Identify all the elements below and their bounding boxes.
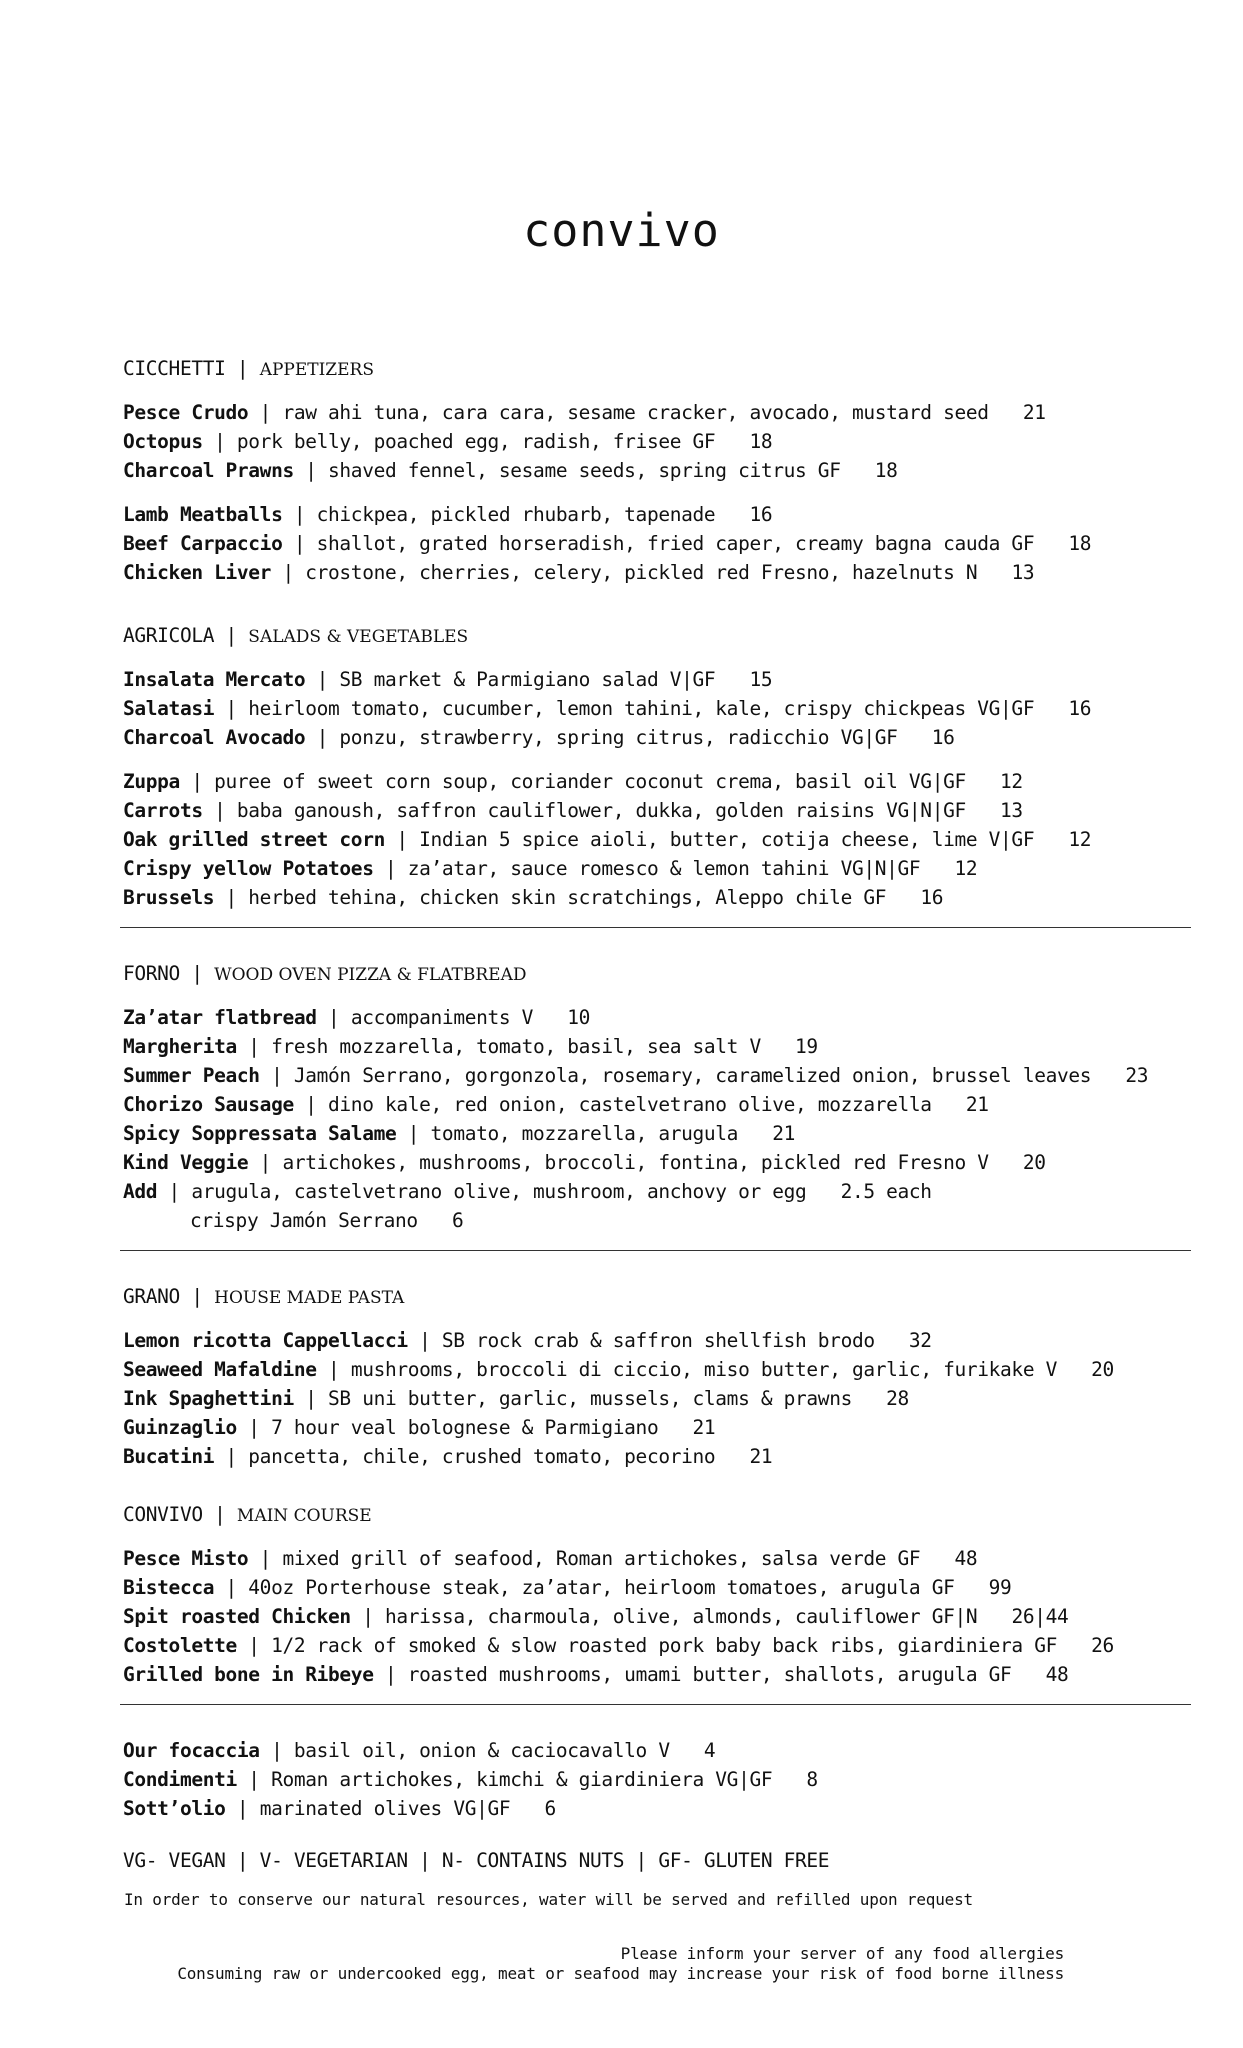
item-spacer [1034,828,1068,851]
item-divider: | [305,668,340,691]
item-price: 21 [749,1445,773,1468]
menu-item [123,825,1091,854]
item-price: 21 [772,1122,796,1145]
item-spacer [852,1387,886,1410]
item-price: 6 [544,1797,556,1820]
item-name: Grilled bone in Ribeye [123,1663,374,1686]
item-description: 7 hour veal bolognese & Parmigiano [271,1416,659,1439]
item-name: Carrots [123,799,203,822]
item-name: Octopus [123,430,203,453]
menu-item [123,883,943,912]
item-description: heirloom tomato, cucumber, lemon tahini, kale, crispy chickpeas VG|GF [248,697,1035,720]
item-description: harissa, charmoula, olive, almonds, cauliflower GF|N [384,1605,978,1628]
item-name: Lamb Meatballs [123,503,283,526]
item-spacer [977,561,1011,584]
item-price: 16 [1068,697,1092,720]
item-description: za’atar, sauce romesco & lemon tahini VG|N|GF [407,857,921,880]
item-spacer [715,430,749,453]
item-price: 18 [749,430,773,453]
item-divider: | [396,1122,431,1145]
item-price: 28 [886,1387,909,1410]
section-header-grano [123,1282,404,1313]
section-rule [120,1704,1191,1705]
section-divider: | [179,1285,215,1308]
item-name: Charcoal Avocado [123,726,306,749]
item-description: ponzu, strawberry, spring citrus, radicchio VG|GF [339,726,898,749]
item-divider: | [373,1663,408,1686]
item-description: shallot, grated horseradish, fried caper, creamy bagna cauda GF [316,532,1035,555]
menu-item [123,796,1023,825]
menu-item [123,398,1046,427]
item-divider: | [236,1634,272,1657]
menu-item [123,558,1034,587]
menu-item [123,1765,818,1794]
item-name: Condimenti [123,1768,237,1791]
item-spacer [1011,1663,1045,1686]
item-spacer [510,1797,544,1820]
item-divider: | [214,697,249,720]
item-divider: | [293,1093,329,1116]
item-description: crostone, cherries, celery, pickled red Fresno, hazelnuts N [305,561,978,584]
item-spacer [920,1547,954,1570]
item-description: shaved fennel, sesame seeds, spring citrus GF [328,459,841,482]
item-price: 18 [874,459,898,482]
item-spacer [989,401,1023,424]
item-price: 99 [988,1576,1012,1599]
item-divider: | [202,799,237,822]
item-spacer [977,1605,1011,1628]
item-price: 16 [920,886,944,909]
item-name: Beef Carpaccio [123,532,283,555]
section-name: CONVIVO [123,1503,203,1526]
item-description: accompaniments V [350,1006,534,1029]
menu-item [123,1003,590,1032]
item-divider: | [214,1445,249,1468]
section-name: CICCHETTI [123,357,226,380]
item-name: Charcoal Prawns [123,459,294,482]
item-divider: | [225,1797,260,1820]
item-divider: | [282,532,317,555]
item-divider: | [293,1387,329,1410]
item-price: 19 [795,1035,818,1058]
item-name: Guinzaglio [123,1416,237,1439]
item-spacer [932,1093,966,1116]
item-description: herbed tehina, chicken skin scratchings, Aleppo chile GF [248,886,887,909]
item-price: 18 [1068,532,1092,555]
item-description: Roman artichokes, kimchi & giardiniera VG|GF [271,1768,773,1791]
item-name: Brussels [123,886,215,909]
menu-item [123,456,898,485]
menu-item [123,665,772,694]
item-price: 48 [1045,1663,1069,1686]
water-note: In order to conserve our natural resources, water will be served and refilled upon request [124,1890,973,1909]
item-description: pork belly, poached egg, radish, frisee GF [236,430,716,453]
menu-item [123,767,1023,796]
item-name: Spicy Soppressata Salame [123,1122,397,1145]
section-header-convivo [123,1500,372,1531]
item-name: Bucatini [123,1445,215,1468]
restaurant-title: convivo [523,204,720,257]
menu-item [123,723,955,752]
menu-item [123,500,772,529]
section-divider: | [202,1503,237,1526]
item-spacer [841,459,875,482]
item-spacer [898,726,932,749]
section-divider: | [214,624,249,647]
item-price: 26|44 [1011,1605,1069,1628]
item-description: Jamón Serrano, gorgonzola, rosemary, caramelized onion, brussel leaves [293,1064,1092,1087]
item-name: Pesce Misto [123,1547,249,1570]
item-price: 21 [1022,401,1046,424]
item-divider: | [259,1064,294,1087]
raw-food-warning: Consuming raw or undercooked egg, meat or seafood may increase your risk of food borne illness [177,1964,1064,1983]
item-name: Summer Peach [123,1064,260,1087]
item-spacer [1057,1634,1091,1657]
item-divider: | [384,828,420,851]
item-description: arugula, castelvetrano olive, mushroom, anchovy or egg [191,1180,807,1203]
item-divider: | [282,503,317,526]
menu-item [123,1090,989,1119]
section-name: GRANO [123,1285,180,1308]
item-name: Sott’olio [123,1797,226,1820]
menu-item [123,1032,818,1061]
item-name: Margherita [123,1035,237,1058]
item-name: Bistecca [123,1576,215,1599]
item-description: fresh mozzarella, tomato, basil, sea salt V [271,1035,761,1058]
item-spacer [806,1180,840,1203]
item-name: Za’atar flatbread [123,1006,317,1029]
menu-item [123,529,1091,558]
allergy-note: Please inform your server of any food allergies [620,1944,1064,1963]
item-name: Pesce Crudo [123,401,249,424]
item-spacer [715,668,749,691]
item-divider: | [236,1416,272,1439]
item-price: 13 [1011,561,1035,584]
menu-item [123,854,977,883]
menu-item [123,427,772,456]
item-description: Indian 5 spice aioli, butter, cotija cheese, lime V|GF [419,828,1035,851]
item-divider: | [214,1576,249,1599]
item-name: Our focaccia [123,1739,260,1762]
menu-item [123,694,1091,723]
item-description: pancetta, chile, crushed tomato, pecorino [248,1445,716,1468]
item-description: SB market & Parmigiano salad V|GF [339,668,716,691]
item-divider: | [236,1768,272,1791]
item-divider: | [236,1035,272,1058]
menu-item [123,1442,772,1471]
item-name: Kind Veggie [123,1151,249,1174]
section-header-cicchetti [123,354,374,385]
item-description: mixed grill of seafood, Roman artichokes, salsa verde GF [282,1547,921,1570]
item-name: Lemon ricotta Cappellacci [123,1329,408,1352]
section-divider: | [179,962,215,985]
item-price: 15 [749,668,773,691]
item-description: mushrooms, broccoli di ciccio, miso butter, garlic, furikake V [350,1358,1057,1381]
section-header-forno [123,959,526,990]
item-name: Crispy yellow Potatoes [123,857,374,880]
item-description: puree of sweet corn soup, coriander coconut crema, basil oil VG|GF [214,770,966,793]
item-description: SB rock crab & saffron shellfish brodo [441,1329,875,1352]
menu-item [123,1061,1148,1090]
item-spacer [989,1151,1023,1174]
item-spacer [738,1122,772,1145]
menu-item [123,1148,1046,1177]
item-divider: | [407,1329,442,1352]
item-spacer [954,1576,988,1599]
item-divider: | [214,886,249,909]
item-divider: | [293,459,329,482]
item-divider: | [248,1547,283,1570]
menu-item [123,1177,932,1206]
menu-item [123,1413,715,1442]
item-spacer [658,1416,692,1439]
item-price: 26 [1091,1634,1114,1657]
item-description: 40oz Porterhouse steak, za’atar, heirloom tomatoes, arugula GF [248,1576,955,1599]
item-price: 12 [954,857,978,880]
item-description: dino kale, red onion, castelvetrano olive, mozzarella [328,1093,932,1116]
item-divider: | [179,770,215,793]
item-name: Ink Spaghettini [123,1387,294,1410]
item-divider: | [248,401,283,424]
item-spacer [715,503,749,526]
menu-item [123,1602,1068,1631]
item-price: 48 [954,1547,978,1570]
item-description: 1/2 rack of smoked & slow roasted pork baby back ribs, giardiniera GF [271,1634,1057,1657]
menu-item [123,1119,795,1148]
section-subtitle: SALADS & VEGETABLES [248,627,469,647]
item-spacer [1034,532,1068,555]
item-spacer [670,1739,704,1762]
item-price: 4 [703,1739,716,1762]
item-spacer [920,857,954,880]
item-divider: | [202,430,237,453]
item-divider: | [305,726,340,749]
item-spacer [1057,1358,1091,1381]
item-name: Zuppa [123,770,180,793]
item-price: 12 [1068,828,1092,851]
item-price: 20 [1091,1358,1114,1381]
item-name: Costolette [123,1634,237,1657]
section-subtitle: MAIN COURSE [236,1506,372,1526]
item-price: 10 [567,1006,591,1029]
section-header-agricola [123,621,468,652]
item-spacer [761,1035,795,1058]
menu-item [123,1660,1068,1689]
item-divider: | [373,857,408,880]
item-description: marinated olives VG|GF [259,1797,511,1820]
item-name: Seaweed Mafaldine [123,1358,317,1381]
item-spacer [418,1209,452,1232]
item-price: 16 [749,503,773,526]
item-price: 13 [1000,799,1023,822]
item-spacer [1091,1064,1125,1087]
item-spacer [533,1006,567,1029]
item-price: 20 [1022,1151,1046,1174]
item-description: basil oil, onion & caciocavallo V [293,1739,670,1762]
menu-item [123,1631,1114,1660]
item-spacer [886,886,920,909]
section-subtitle: WOOD OVEN PIZZA & FLATBREAD [214,965,527,985]
item-description: tomato, mozzarella, arugula [430,1122,739,1145]
section-divider: | [225,357,260,380]
item-price: 21 [692,1416,716,1439]
item-description: baba ganoush, saffron cauliflower, dukka, golden raisins VG|N|GF [236,799,966,822]
item-price: 12 [1000,770,1023,793]
item-description: SB uni butter, garlic, mussels, clams & prawns [328,1387,852,1410]
item-description: chickpea, pickled rhubarb, tapenade [316,503,716,526]
section-name: AGRICOLA [123,624,215,647]
menu-item [123,1736,715,1765]
item-price: 8 [806,1768,818,1791]
menu-item [123,1544,977,1573]
section-subtitle: APPETIZERS [259,360,374,380]
item-description: roasted mushrooms, umami butter, shallots, arugula GF [407,1663,1012,1686]
menu-item [123,1326,932,1355]
item-description: artichokes, mushrooms, broccoli, fontina, pickled red Fresno V [282,1151,989,1174]
item-name: Chorizo Sausage [123,1093,294,1116]
item-price: 21 [965,1093,989,1116]
section-name: FORNO [123,962,180,985]
item-divider: | [350,1605,385,1628]
menu-item [123,1355,1114,1384]
item-price: 23 [1125,1064,1149,1087]
item-name: Add [123,1180,158,1203]
item-name: Insalata Mercato [123,668,306,691]
dietary-legend: VG- VEGAN | V- VEGETARIAN | N- CONTAINS NUTS | GF- GLUTEN FREE [123,1849,830,1872]
item-spacer [1034,697,1068,720]
section-rule [120,927,1191,928]
menu-item [123,1384,909,1413]
item-divider: | [271,561,306,584]
item-divider: | [316,1006,351,1029]
item-price: 32 [908,1329,932,1352]
item-price: 6 [451,1209,464,1232]
item-divider: | [316,1358,351,1381]
add-extra-line [190,1206,463,1235]
item-name: Salatasi [123,697,215,720]
menu-item [123,1794,556,1823]
section-rule [120,1250,1191,1251]
item-name: Oak grilled street corn [123,828,385,851]
item-price: 2.5 each [840,1180,932,1203]
item-spacer [966,770,1000,793]
item-price: 16 [931,726,955,749]
item-divider: | [157,1180,192,1203]
item-spacer [772,1768,806,1791]
item-name: Spit roasted Chicken [123,1605,351,1628]
section-subtitle: HOUSE MADE PASTA [214,1288,405,1308]
item-spacer [875,1329,909,1352]
item-description: crispy Jamón Serrano [190,1209,418,1232]
item-divider: | [259,1739,294,1762]
item-description: raw ahi tuna, cara cara, sesame cracker, avocado, mustard seed [282,401,989,424]
item-divider: | [248,1151,283,1174]
item-spacer [966,799,1000,822]
item-spacer [715,1445,749,1468]
menu-item [123,1573,1011,1602]
item-name: Chicken Liver [123,561,272,584]
